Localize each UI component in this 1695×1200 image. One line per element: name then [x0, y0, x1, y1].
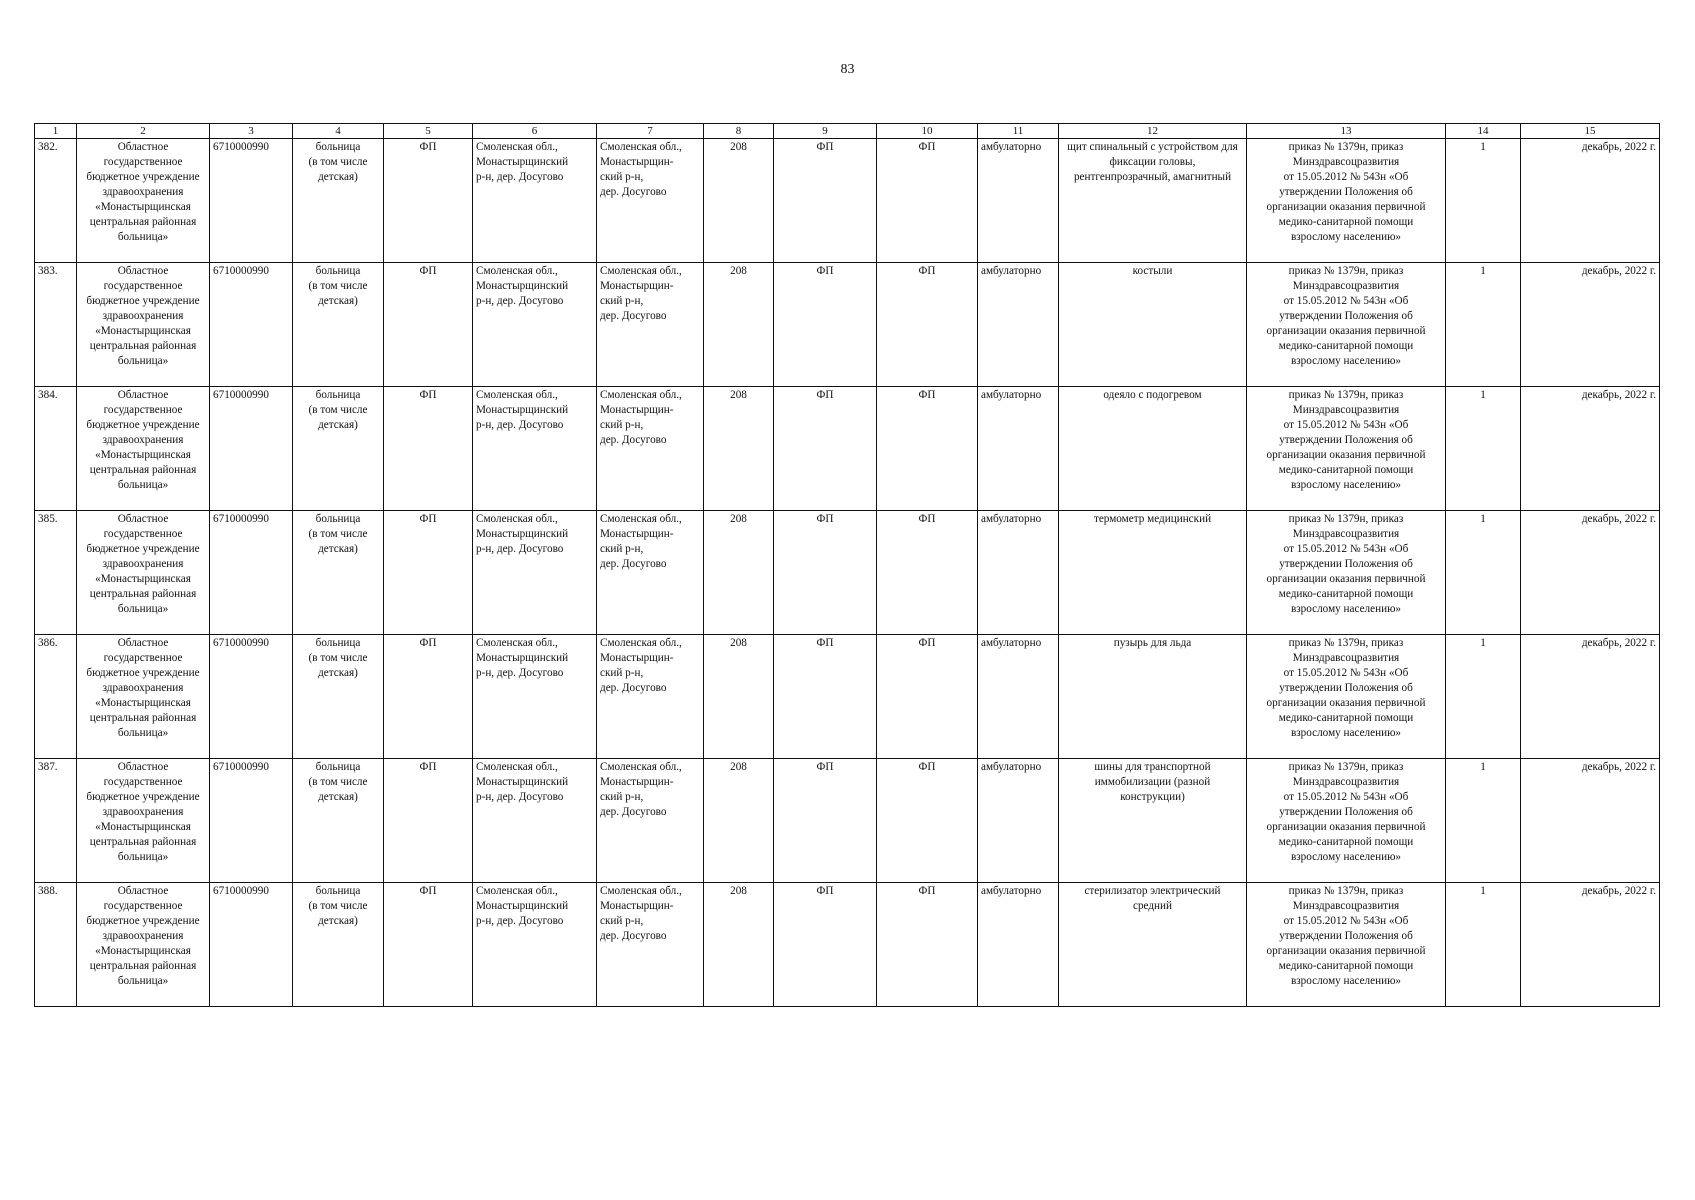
- column-number-6: 6: [473, 124, 597, 139]
- col8-value: 208: [704, 759, 774, 883]
- col10-value: ФП: [877, 883, 978, 1007]
- column-number-13: 13: [1247, 124, 1446, 139]
- equipment-item: костыли: [1059, 263, 1247, 387]
- column-number-row: [35, 124, 1660, 139]
- organization-code: 6710000990: [210, 263, 293, 387]
- col9-value: ФП: [774, 263, 877, 387]
- table-row: [35, 263, 1660, 387]
- column-number-2: 2: [77, 124, 210, 139]
- organization-code: 6710000990: [210, 883, 293, 1007]
- planned-date: декабрь, 2022 г.: [1521, 139, 1660, 263]
- col9-value: ФП: [774, 387, 877, 511]
- equipment-item: пузырь для льда: [1059, 635, 1247, 759]
- column-number-14: 14: [1446, 124, 1521, 139]
- organization-code: 6710000990: [210, 387, 293, 511]
- legal-basis: приказ № 1379н, приказ Минздравсоцразвития от 15.05.2012 № 543н «Об утверждении Положения об организации оказания первичной медико-санитарной помощи взрослому населению»: [1247, 511, 1446, 635]
- equipment-item: термометр медицинский: [1059, 511, 1247, 635]
- address-primary: Смоленская обл., Монастырщинский р-н, дер. Досугово: [473, 759, 597, 883]
- facility-type: больница (в том числе детская): [293, 759, 384, 883]
- legal-basis: приказ № 1379н, приказ Минздравсоцразвития от 15.05.2012 № 543н «Об утверждении Положения об организации оказания первичной медико-санитарной помощи взрослому населению»: [1247, 139, 1446, 263]
- care-mode: амбулаторно: [978, 511, 1059, 635]
- table-row: [35, 759, 1660, 883]
- equipment-item: шины для транспортной иммобилизации (разной конструкции): [1059, 759, 1247, 883]
- row-number: 385.: [35, 511, 77, 635]
- row-number: 383.: [35, 263, 77, 387]
- table-body: [35, 139, 1660, 1007]
- col8-value: 208: [704, 139, 774, 263]
- col8-value: 208: [704, 263, 774, 387]
- organization-code: 6710000990: [210, 759, 293, 883]
- col9-value: ФП: [774, 635, 877, 759]
- col8-value: 208: [704, 511, 774, 635]
- address-primary: Смоленская обл., Монастырщинский р-н, дер. Досугово: [473, 387, 597, 511]
- quantity: 1: [1446, 883, 1521, 1007]
- col8-value: 208: [704, 635, 774, 759]
- planned-date: декабрь, 2022 г.: [1521, 511, 1660, 635]
- address-secondary: Смоленская обл., Монастырщин- ский р-н, дер. Досугово: [597, 759, 704, 883]
- address-secondary: Смоленская обл., Монастырщин- ский р-н, дер. Досугово: [597, 387, 704, 511]
- care-mode: амбулаторно: [978, 139, 1059, 263]
- care-mode: амбулаторно: [978, 883, 1059, 1007]
- column-number-11: 11: [978, 124, 1059, 139]
- planned-date: декабрь, 2022 г.: [1521, 759, 1660, 883]
- quantity: 1: [1446, 635, 1521, 759]
- facility-type: больница (в том числе детская): [293, 263, 384, 387]
- column-number-8: 8: [704, 124, 774, 139]
- address-primary: Смоленская обл., Монастырщинский р-н, дер. Досугово: [473, 883, 597, 1007]
- col5-value: ФП: [384, 139, 473, 263]
- row-number: 386.: [35, 635, 77, 759]
- legal-basis: приказ № 1379н, приказ Минздравсоцразвития от 15.05.2012 № 543н «Об утверждении Положения об организации оказания первичной медико-санитарной помощи взрослому населению»: [1247, 263, 1446, 387]
- organization-name: Областное государственное бюджетное учреждение здравоохранения «Монастырщинская центральная районная больница»: [77, 263, 210, 387]
- row-number: 388.: [35, 883, 77, 1007]
- care-mode: амбулаторно: [978, 263, 1059, 387]
- row-number: 382.: [35, 139, 77, 263]
- facility-type: больница (в том числе детская): [293, 635, 384, 759]
- quantity: 1: [1446, 263, 1521, 387]
- legal-basis: приказ № 1379н, приказ Минздравсоцразвития от 15.05.2012 № 543н «Об утверждении Положения об организации оказания первичной медико-санитарной помощи взрослому населению»: [1247, 759, 1446, 883]
- address-secondary: Смоленская обл., Монастырщин- ский р-н, дер. Досугово: [597, 883, 704, 1007]
- table-row: [35, 635, 1660, 759]
- care-mode: амбулаторно: [978, 387, 1059, 511]
- equipment-item: щит спинальный с устройством для фиксации головы, рентгенпрозрачный, амагнитный: [1059, 139, 1247, 263]
- col10-value: ФП: [877, 635, 978, 759]
- row-number: 387.: [35, 759, 77, 883]
- legal-basis: приказ № 1379н, приказ Минздравсоцразвития от 15.05.2012 № 543н «Об утверждении Положения об организации оказания первичной медико-санитарной помощи взрослому населению»: [1247, 635, 1446, 759]
- column-number-7: 7: [597, 124, 704, 139]
- col5-value: ФП: [384, 883, 473, 1007]
- table-row: [35, 139, 1660, 263]
- planned-date: декабрь, 2022 г.: [1521, 635, 1660, 759]
- organization-name: Областное государственное бюджетное учреждение здравоохранения «Монастырщинская центральная районная больница»: [77, 635, 210, 759]
- address-primary: Смоленская обл., Монастырщинский р-н, дер. Досугово: [473, 139, 597, 263]
- legal-basis: приказ № 1379н, приказ Минздравсоцразвития от 15.05.2012 № 543н «Об утверждении Положения об организации оказания первичной медико-санитарной помощи взрослому населению»: [1247, 387, 1446, 511]
- column-number-9: 9: [774, 124, 877, 139]
- col8-value: 208: [704, 387, 774, 511]
- column-number-header: [35, 124, 1660, 139]
- row-number: 384.: [35, 387, 77, 511]
- column-number-3: 3: [210, 124, 293, 139]
- col9-value: ФП: [774, 883, 877, 1007]
- table-row: [35, 883, 1660, 1007]
- page-number: 83: [840, 62, 855, 77]
- col5-value: ФП: [384, 511, 473, 635]
- column-number-4: 4: [293, 124, 384, 139]
- col5-value: ФП: [384, 263, 473, 387]
- organization-name: Областное государственное бюджетное учреждение здравоохранения «Монастырщинская центральная районная больница»: [77, 139, 210, 263]
- column-number-15: 15: [1521, 124, 1660, 139]
- equipment-item: одеяло с подогревом: [1059, 387, 1247, 511]
- col10-value: ФП: [877, 759, 978, 883]
- facility-type: больница (в том числе детская): [293, 387, 384, 511]
- legal-basis: приказ № 1379н, приказ Минздравсоцразвития от 15.05.2012 № 543н «Об утверждении Положения об организации оказания первичной медико-санитарной помощи взрослому населению»: [1247, 883, 1446, 1007]
- col10-value: ФП: [877, 511, 978, 635]
- table-row: [35, 387, 1660, 511]
- organization-name: Областное государственное бюджетное учреждение здравоохранения «Монастырщинская центральная районная больница»: [77, 759, 210, 883]
- col10-value: ФП: [877, 263, 978, 387]
- col8-value: 208: [704, 883, 774, 1007]
- table-row: [35, 511, 1660, 635]
- col5-value: ФП: [384, 759, 473, 883]
- organization-name: Областное государственное бюджетное учреждение здравоохранения «Монастырщинская центральная районная больница»: [77, 883, 210, 1007]
- address-secondary: Смоленская обл., Монастырщин- ский р-н, дер. Досугово: [597, 139, 704, 263]
- planned-date: декабрь, 2022 г.: [1521, 883, 1660, 1007]
- column-number-12: 12: [1059, 124, 1247, 139]
- column-number-1: 1: [35, 124, 77, 139]
- facility-type: больница (в том числе детская): [293, 139, 384, 263]
- organization-code: 6710000990: [210, 139, 293, 263]
- quantity: 1: [1446, 387, 1521, 511]
- address-primary: Смоленская обл., Монастырщинский р-н, дер. Досугово: [473, 263, 597, 387]
- planned-date: декабрь, 2022 г.: [1521, 263, 1660, 387]
- address-secondary: Смоленская обл., Монастырщин- ский р-н, дер. Досугово: [597, 635, 704, 759]
- facility-type: больница (в том числе детская): [293, 883, 384, 1007]
- equipment-item: стерилизатор электрический средний: [1059, 883, 1247, 1007]
- equipment-register-table: [34, 123, 1660, 1007]
- col5-value: ФП: [384, 387, 473, 511]
- planned-date: декабрь, 2022 г.: [1521, 387, 1660, 511]
- quantity: 1: [1446, 139, 1521, 263]
- care-mode: амбулаторно: [978, 759, 1059, 883]
- address-secondary: Смоленская обл., Монастырщин- ский р-н, дер. Досугово: [597, 263, 704, 387]
- column-number-5: 5: [384, 124, 473, 139]
- col5-value: ФП: [384, 635, 473, 759]
- care-mode: амбулаторно: [978, 635, 1059, 759]
- column-number-10: 10: [877, 124, 978, 139]
- organization-code: 6710000990: [210, 635, 293, 759]
- col10-value: ФП: [877, 139, 978, 263]
- organization-code: 6710000990: [210, 511, 293, 635]
- col10-value: ФП: [877, 387, 978, 511]
- organization-name: Областное государственное бюджетное учреждение здравоохранения «Монастырщинская центральная районная больница»: [77, 387, 210, 511]
- col9-value: ФП: [774, 759, 877, 883]
- address-secondary: Смоленская обл., Монастырщин- ский р-н, дер. Досугово: [597, 511, 704, 635]
- address-primary: Смоленская обл., Монастырщинский р-н, дер. Досугово: [473, 511, 597, 635]
- col9-value: ФП: [774, 511, 877, 635]
- organization-name: Областное государственное бюджетное учреждение здравоохранения «Монастырщинская центральная районная больница»: [77, 511, 210, 635]
- quantity: 1: [1446, 759, 1521, 883]
- address-primary: Смоленская обл., Монастырщинский р-н, дер. Досугово: [473, 635, 597, 759]
- facility-type: больница (в том числе детская): [293, 511, 384, 635]
- col9-value: ФП: [774, 139, 877, 263]
- quantity: 1: [1446, 511, 1521, 635]
